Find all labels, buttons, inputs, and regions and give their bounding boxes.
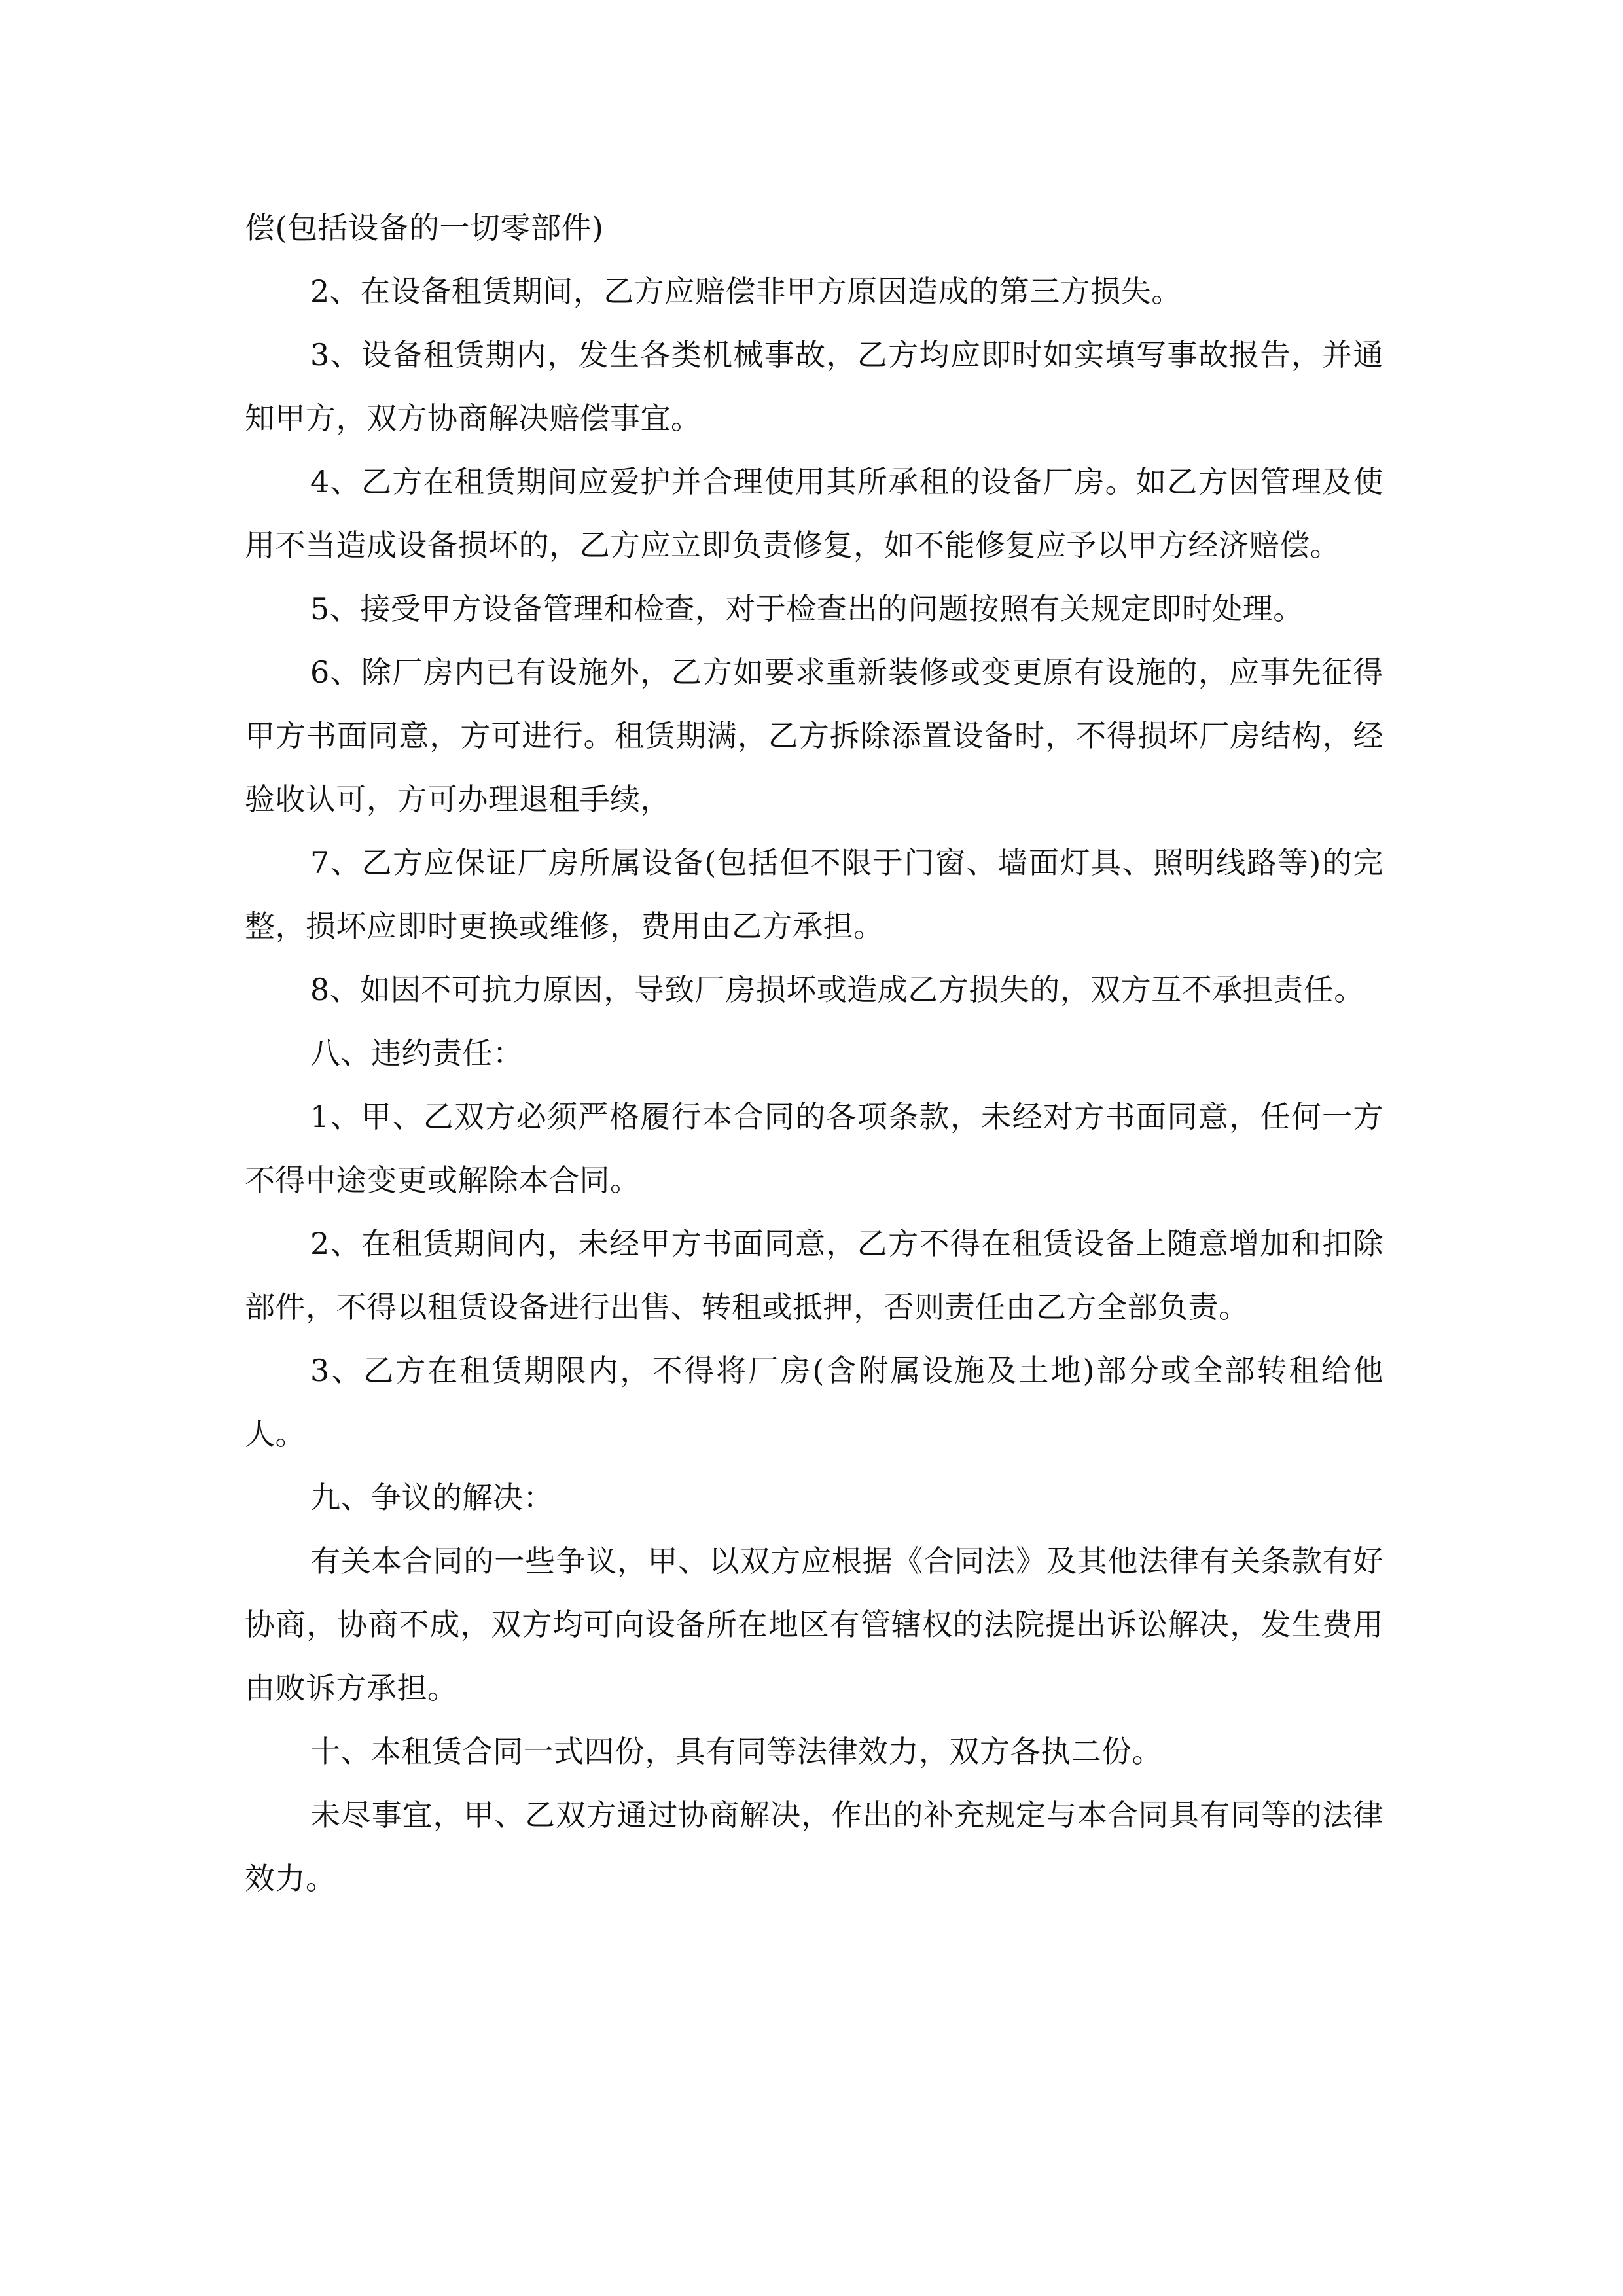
section-heading-breach: 八、违约责任： [310, 1035, 524, 1071]
clause-6-renovation: 6、除厂房内已有设施外，乙方如要求重新装修或变更原有设施的，应事先征得甲方书面同意，方可进行。租赁期满，乙方拆除添置设备时，不得损坏厂房结构，经验收认可，方可办理退租手续， [245, 655, 1383, 817]
clause-8-force-majeure: 8、如因不可抗力原因，导致厂房损坏或造成乙方损失的，双方互不承担责任。 [310, 972, 1364, 1007]
closing-clause: 未尽事宜，甲、乙双方通过协商解决，作出的补充规定与本合同具有同等的法律效力。 [245, 1797, 1383, 1896]
clause-2-third-party-loss: 2、在设备租赁期间，乙方应赔偿非甲方原因造成的第三方损失。 [310, 274, 1182, 309]
breach-clause-1: 1、甲、乙双方必须严格履行本合同的各项条款，未经对方书面同意，任何一方不得中途变更或解除本合同。 [245, 1099, 1383, 1198]
section-copies: 十、本租赁合同一式四份，具有同等法律效力，双方各执二份。 [310, 1734, 1162, 1769]
breach-clause-2: 2、在租赁期间内，未经甲方书面同意，乙方不得在租赁设备上随意增加和扣除部件，不得以租赁设备进行出售、转租或抵押，否则责任由乙方全部负责。 [245, 1226, 1383, 1325]
paragraph-continuation: 偿(包括设备的一切零部件) [245, 210, 604, 245]
clause-5-inspection: 5、接受甲方设备管理和检查，对于检查出的问题按照有关规定即时处理。 [310, 591, 1304, 626]
contract-text [245, 196, 1383, 1910]
clause-4-equipment-care: 4、乙方在租赁期间应爱护并合理使用其所承租的设备厂房。如乙方因管理及使用不当造成设备损坏的，乙方应立即负责修复，如不能修复应予以甲方经济赔偿。 [245, 464, 1383, 563]
section-heading-dispute: 九、争议的解决： [310, 1480, 554, 1515]
clause-7-equipment-integrity: 7、乙方应保证厂房所属设备(包括但不限于门窗、墙面灯具、照明线路等)的完整，损坏应即时更换或维修，费用由乙方承担。 [245, 845, 1383, 944]
breach-clause-3: 3、乙方在租赁期限内，不得将厂房(含附属设施及土地)部分或全部转租给他人。 [245, 1353, 1383, 1452]
dispute-resolution-text: 有关本合同的一些争议，甲、以双方应根据《合同法》及其他法律有关条款有好协商，协商不成，双方均可向设备所在地区有管辖权的法院提出诉讼解决，发生费用由败诉方承担。 [245, 1543, 1383, 1706]
clause-3-accident-report: 3、设备租赁期内，发生各类机械事故，乙方均应即时如实填写事故报告，并通知甲方，双方协商解决赔偿事宜。 [245, 337, 1383, 436]
